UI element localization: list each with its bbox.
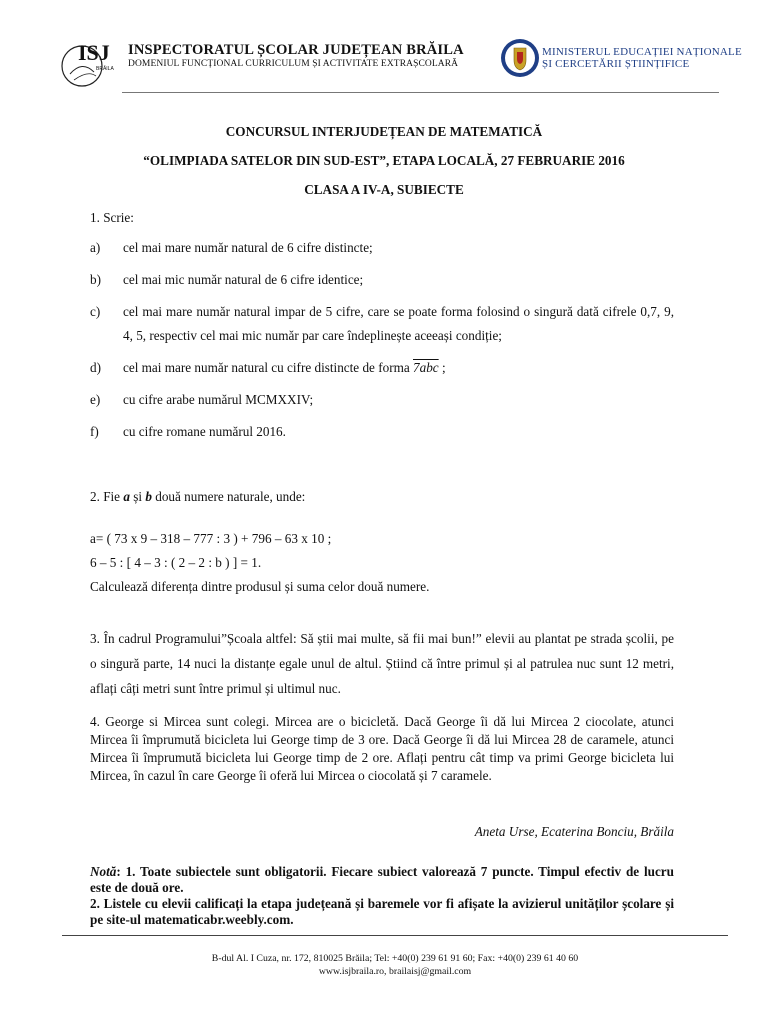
item-label: c): [90, 304, 101, 319]
contest-subtitle: “OLIMPIADA SATELOR DIN SUD-EST”, ETAPA LOCALĂ, 27 FEBRUARIE 2016: [143, 153, 625, 168]
item-text: cel mai mare număr natural cu cifre distincte de forma: [123, 360, 413, 375]
item-text: cel mai mare număr natural de 6 cifre distincte;: [123, 240, 373, 255]
footer-divider: [62, 935, 728, 936]
ministry-line-2: ȘI CERCETĂRII ȘTIINȚIFICE: [542, 58, 690, 70]
ministry-crest-icon: [500, 36, 540, 82]
question-1-items: [90, 236, 674, 444]
item-label: e): [90, 392, 101, 407]
list-item: [90, 236, 674, 260]
note-block: [90, 864, 674, 928]
note-label: Notă: [90, 864, 117, 879]
class-title: CLASA A IV-A, SUBIECTE: [304, 182, 464, 197]
footer-address: B-dul Al. I Cuza, nr. 172, 810025 Brăila; Tel: +40(0) 239 61 91 60; Fax: +40(0) 239 61 40 60: [211, 953, 579, 964]
question-1: [90, 210, 674, 452]
isj-logo-small-text: BRĂILA: [96, 66, 114, 72]
list-item: [90, 268, 674, 292]
variable-b: b: [145, 489, 152, 504]
item-text: cel mai mic număr natural de 6 cifre identice;: [123, 272, 364, 287]
equation-b: 6 – 5 : [ 4 – 3 : ( 2 – 2 : b ) ] = 1.: [90, 555, 262, 570]
note-line-2: 2. Listele cu elevii calificați la etapa județeană și baremele vor fi afișate la avizierul unităților școlare și pe site-ul matematicabr.weebly.com.: [90, 896, 674, 927]
contest-title: CONCURSUL INTERJUDEȚEAN DE MATEMATICĂ: [225, 124, 543, 139]
isj-logo-icon: [60, 36, 122, 92]
title-block: [90, 124, 678, 211]
intro-text: 2. Fie: [90, 489, 124, 504]
question-2: [90, 489, 674, 599]
question-2-task: Calculează diferența dintre produsul și suma celor două numere.: [90, 579, 430, 594]
authors: Aneta Urse, Ecaterina Bonciu, Brăila: [474, 824, 674, 839]
intro-text: și: [129, 489, 146, 504]
item-label: f): [90, 424, 99, 439]
letterhead: [60, 34, 742, 94]
item-label: b): [90, 272, 101, 287]
item-text: cel mai mare număr natural impar de 5 cifre, care se poate forma folosind o singură dată cifrele 0,7, 9, 4, 5, respectiv cel mai mic număr par care îndeplinește aceeași condiție;: [123, 304, 674, 343]
item-text: cu cifre arabe numărul MCMXXIV;: [123, 392, 314, 407]
question-1-intro: 1. Scrie:: [90, 210, 134, 225]
list-item: [90, 388, 674, 412]
question-2-intro: [90, 489, 674, 505]
ministry-block: [542, 46, 742, 70]
question-3: 3. În cadrul Programului”Școala altfel: Să știi mai multe, să fii mai bun!” elevii au plantat pe strada școlii, pe o singură parte, 14 nuci la distanțe egale unul de altul. Știind că între primul și al patrulea nuc sunt 12 metri, aflați câți metri sunt între primul și ultimul nuc.: [90, 631, 674, 696]
header-divider: [122, 92, 719, 93]
variable-a: a: [123, 489, 130, 504]
note-text-1: : 1. Toate subiectele sunt obligatorii. Fiecare subiect valorează 7 puncte. Timpul efectiv de lucru este de două ore.: [90, 864, 674, 895]
ministry-line-1: MINISTERUL EDUCAȚIEI NAȚIONALE: [542, 46, 742, 58]
item-text: cu cifre romane numărul 2016.: [123, 424, 286, 439]
overline-number: 7abc: [413, 360, 439, 375]
note-line-1: [90, 864, 674, 896]
institution-block: [128, 42, 548, 69]
list-item: [90, 300, 674, 348]
list-item: [90, 356, 674, 380]
equation-a: a= ( 73 x 9 – 318 – 777 : 3 ) + 796 – 63 x 10 ;: [90, 531, 332, 546]
intro-text: două numere naturale, unde:: [151, 489, 306, 504]
list-item: [90, 420, 674, 444]
institution-name: INSPECTORATUL ȘCOLAR JUDEȚEAN BRĂILA: [128, 42, 464, 58]
question-4: 4. George si Mircea sunt colegi. Mircea are o bicicletă. Dacă George îi dă lui Mircea 2 ciocolate, atunci Mircea îi împrumută bicicleta lui George timp de 3 ore. Dacă George îi dă lui Mircea 28 de caramele, atunci Mircea îi împrumută bicicleta lui George timp de 2 ore. Aflați pentru cât timp va primi George bicicleta lui Mircea, în cazul în care George îi oferă lui Mircea o ciocolată și 7 caramele.: [90, 714, 674, 783]
item-tail: ;: [438, 360, 446, 375]
footer-contact: www.isjbraila.ro, brailaisj@gmail.com: [318, 966, 472, 977]
department-name: DOMENIUL FUNCȚIONAL CURRICULUM ȘI ACTIVITATE EXTRAȘCOLARĂ: [128, 59, 459, 69]
footer: [62, 952, 728, 978]
item-label: d): [90, 360, 101, 375]
isj-logo-text: ISJ: [78, 40, 110, 65]
item-label: a): [90, 240, 101, 255]
